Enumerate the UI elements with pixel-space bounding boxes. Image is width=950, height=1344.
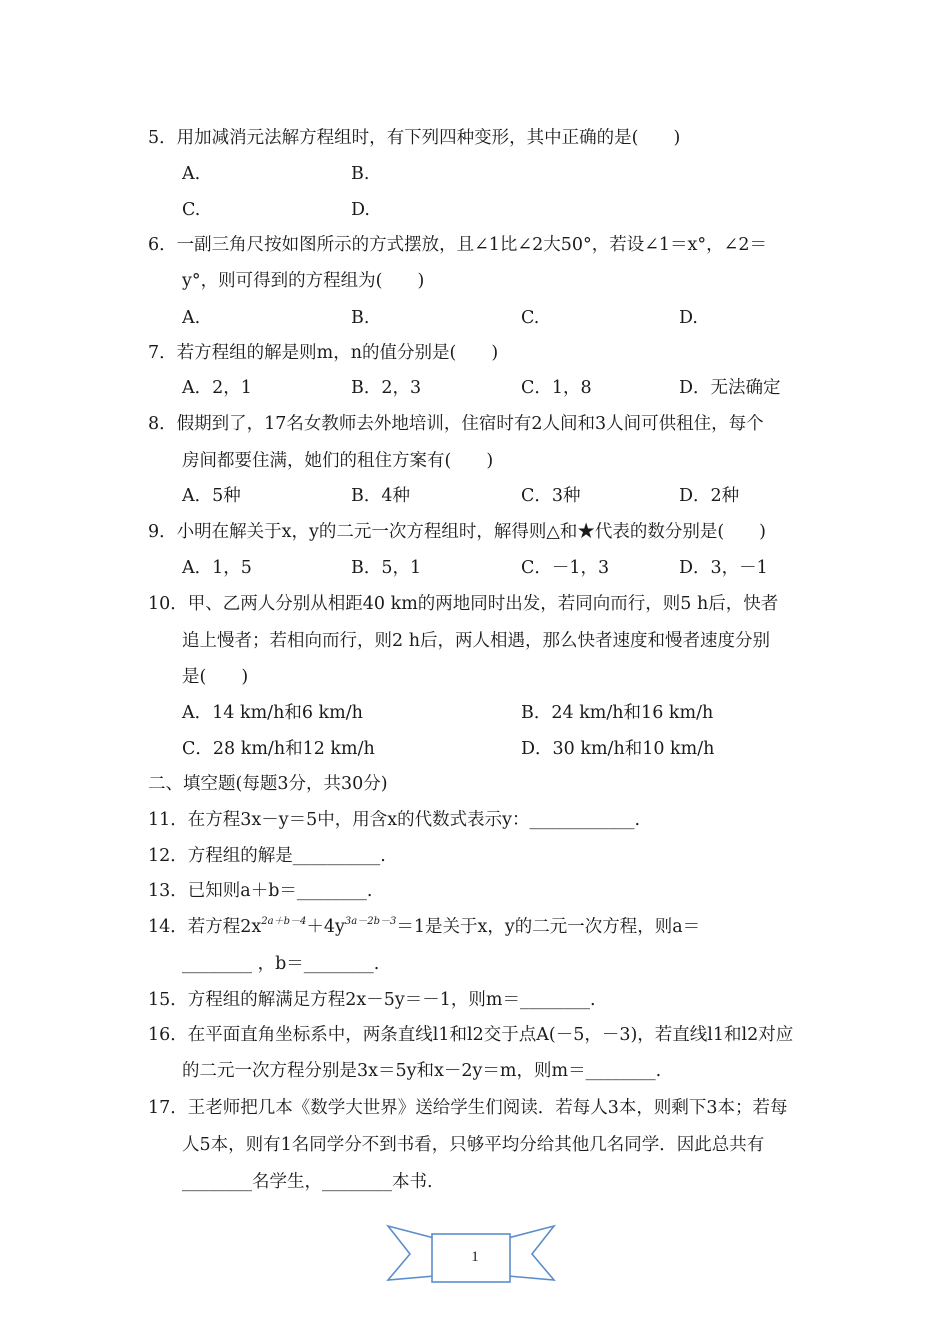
- q7-option-a: A．2，1: [182, 378, 252, 398]
- q5-option-c: C.: [182, 200, 201, 220]
- q9-option-d: D．3，－1: [679, 558, 768, 578]
- q5-option-d: D.: [351, 200, 370, 220]
- q9-option-b: B．5，1: [351, 558, 422, 578]
- q6-stem-line2: y°，则可得到的方程组为( ): [182, 271, 425, 291]
- q14-stem-line2: ________ ，b＝________.: [182, 954, 380, 974]
- q5-stem: 5．用加减消元法解方程组时，有下列四种变形，其中正确的是( ): [148, 128, 681, 148]
- q6-option-c: C.: [521, 308, 540, 328]
- q5-option-a: A.: [182, 164, 201, 184]
- q17-stem-line3: ________名学生，________本书.: [182, 1172, 433, 1192]
- section-heading-fill-in: 二、填空题(每题3分，共30分): [148, 774, 388, 794]
- page-number: 1: [471, 1249, 479, 1265]
- q15-stem: 15．方程组的解满足方程2x－5y＝－1，则m＝________.: [148, 990, 596, 1010]
- q16-stem-line1: 16．在平面直角坐标系中，两条直线l1和l2交于点A(－5，－3)，若直线l1和l2对应: [148, 1025, 794, 1045]
- q10-stem-line3: 是( ): [182, 667, 249, 687]
- q9-option-a: A．1，5: [182, 558, 252, 578]
- q8-option-c: C．3种: [521, 486, 581, 506]
- q7-option-b: B．2，3: [351, 378, 422, 398]
- q14-exponent-y: 3a－2b－3: [344, 916, 397, 927]
- q10-stem-line2: 追上慢者；若相向而行，则2 h后，两人相遇，那么快者速度和慢者速度分别: [182, 631, 770, 651]
- q11-stem: 11．在方程3x－y＝5中，用含x的代数式表示y：____________.: [148, 810, 641, 830]
- q9-stem: 9．小明在解关于x，y的二元一次方程组时，解得则△和★代表的数分别是( ): [148, 522, 767, 542]
- q14-prefix: 14．若方程2x: [148, 917, 262, 937]
- q14-suffix: ＝1是关于x，y的二元一次方程，则a＝: [396, 917, 701, 937]
- q13-stem: 13．已知则a＋b＝________.: [148, 881, 373, 901]
- q10-stem-line1: 10．甲、乙两人分别从相距40 km的两地同时出发，若同向而行，则5 h后，快者: [148, 594, 779, 614]
- q17-stem-line2: 人5本，则有1名同学分不到书看，只够平均分给其他几名同学．因此总共有: [182, 1135, 765, 1155]
- q10-option-d: D．30 km/h和10 km/h: [521, 739, 715, 759]
- q8-option-b: B．4种: [351, 486, 410, 506]
- q10-option-b: B．24 km/h和16 km/h: [521, 703, 714, 723]
- q10-option-c: C．28 km/h和12 km/h: [182, 739, 375, 759]
- q14-middle: ＋4y: [306, 917, 345, 937]
- q14-stem-line1: [148, 916, 700, 938]
- q9-option-c: C．－1，3: [521, 558, 610, 578]
- q12-stem: 12．方程组的解是__________.: [148, 846, 386, 866]
- q7-stem: 7．若方程组的解是则m，n的值分别是( ): [148, 343, 499, 363]
- q8-stem-line2: 房间都要住满，她们的租住方案有( ): [182, 451, 494, 471]
- q6-option-b: B.: [351, 308, 370, 328]
- q8-option-d: D．2种: [679, 486, 740, 506]
- q8-option-a: A．5种: [182, 486, 241, 506]
- q14-exponent-x: 2a＋b－4: [261, 916, 307, 927]
- q6-option-d: D.: [679, 308, 698, 328]
- q7-option-d: D．无法确定: [679, 378, 781, 398]
- q7-option-c: C．1，8: [521, 378, 592, 398]
- q16-stem-line2: 的二元一次方程分别是3x＝5y和x－2y＝m，则m＝________.: [182, 1061, 662, 1081]
- q6-stem-line1: 6．一副三角尺按如图所示的方式摆放，且∠1比∠2大50°，若设∠1＝x°，∠2＝: [148, 235, 767, 255]
- q8-stem-line1: 8．假期到了，17名女教师去外地培训，住宿时有2人间和3人间可供租住，每个: [148, 414, 764, 434]
- q6-option-a: A.: [182, 308, 201, 328]
- q5-option-b: B.: [351, 164, 370, 184]
- q10-option-a: A．14 km/h和6 km/h: [182, 703, 363, 723]
- q17-stem-line1: 17．王老师把几本《数学大世界》送给学生们阅读．若每人3本，则剩下3本；若每: [148, 1098, 788, 1118]
